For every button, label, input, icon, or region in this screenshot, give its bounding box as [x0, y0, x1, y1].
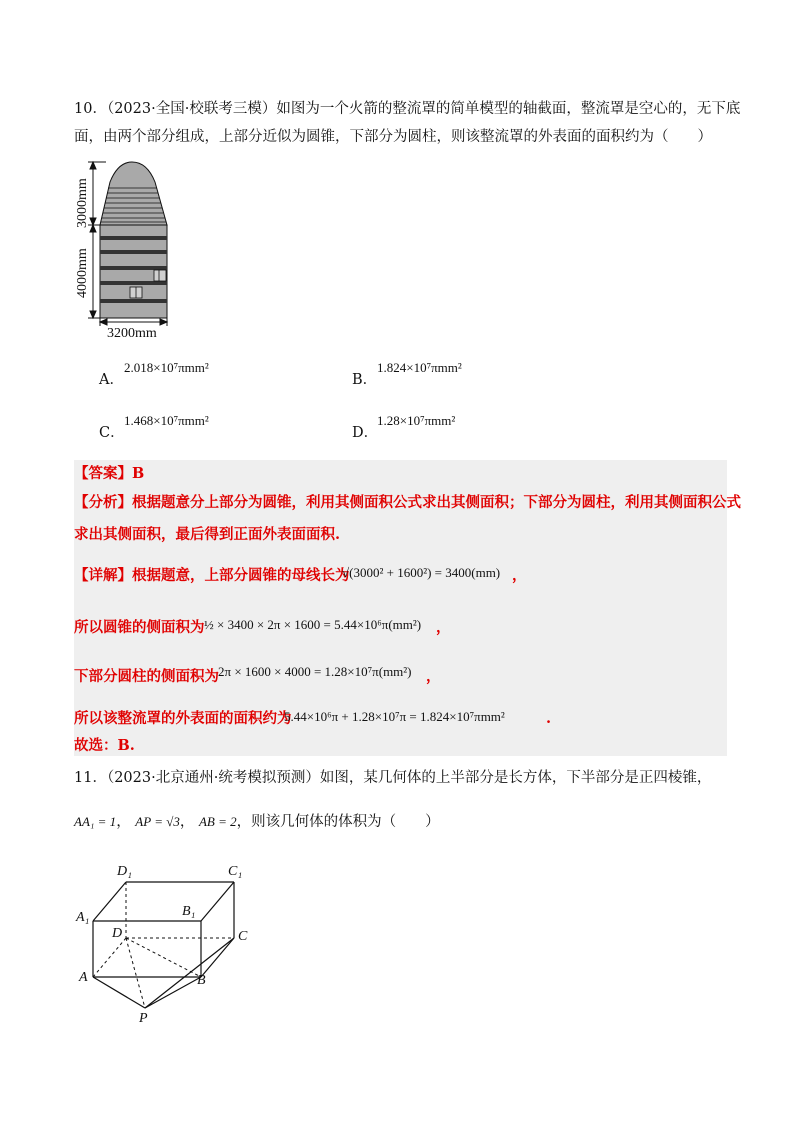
- cond-tail: ，则该几何体的体积为（ ）: [236, 814, 440, 830]
- label-d: D: [112, 926, 123, 941]
- cylinder-suffix: ，: [426, 668, 441, 685]
- option-a-value: 2.018×10⁷πmm²: [124, 360, 209, 375]
- dim-top-label: 3000mm: [75, 178, 90, 228]
- cond-aa1: AA₁ = 1: [74, 814, 117, 829]
- total-prefix: 所以该整流罩的外表面的面积约为: [74, 710, 292, 727]
- cond-sep-1: ，: [116, 814, 131, 830]
- label-b: B: [197, 973, 206, 988]
- label-a: A: [79, 970, 88, 985]
- q10-line2: 面，由两个部分组成，上部分近似为圆锥，下部分为圆柱，则该整流罩的外表面的面积约为（ ）: [74, 129, 712, 145]
- dim-bottom-label: 4000mm: [75, 248, 90, 298]
- option-d-value: 1.28×10⁷πmm²: [377, 413, 456, 428]
- option-b-value: 1.824×10⁷πmm²: [377, 360, 462, 375]
- label-b1: B₁: [182, 904, 196, 919]
- fairing-cylinder: [100, 225, 167, 318]
- label-a1: A₁: [76, 910, 90, 925]
- option-c-value: 1.468×10⁷πmm²: [124, 413, 209, 428]
- cond-sep-2: ，: [179, 814, 195, 830]
- option-b[interactable]: [352, 370, 377, 390]
- cond-ap: AP = √3: [135, 814, 180, 829]
- label-c: C: [238, 929, 248, 944]
- option-d-label: D．: [352, 425, 379, 441]
- cond-ab: AB = 2: [198, 814, 237, 829]
- option-b-label: B．: [352, 372, 378, 388]
- fairing-cone: [100, 162, 167, 225]
- detail-expr: √(3000² + 1600²) = 3400(mm): [342, 565, 501, 580]
- cuboid-pyramid-figure: [70, 860, 270, 1030]
- option-c-label: C．: [99, 425, 125, 441]
- detail-suffix: ，: [512, 567, 527, 584]
- cone-suffix: ，: [436, 619, 451, 636]
- detail-prefix: 【详解】根据题意，上部分圆锥的母线长为: [74, 567, 350, 584]
- option-a[interactable]: [99, 370, 124, 390]
- answer-line: 【答案】B: [74, 465, 145, 482]
- option-a-label: A．: [99, 372, 124, 388]
- total-expr: 5.44×10⁶π + 1.28×10⁷π = 1.824×10⁷πmm²: [284, 709, 505, 724]
- label-d1: D₁: [117, 864, 132, 879]
- analysis-line1: 【分析】根据题意分上部分为圆锥，利用其侧面积公式求出其侧面积；下部分为圆柱，利用其侧面积公式: [74, 494, 741, 511]
- choice-line: 故选：B.: [74, 737, 135, 754]
- cylinder-expr: 2π × 1600 × 4000 = 1.28×10⁷π(mm²): [218, 664, 412, 679]
- dim-width-label: 3200mm: [107, 326, 157, 341]
- q11-conditions: [74, 812, 440, 832]
- cone-expr: ½ × 3400 × 2π × 1600 = 5.44×10⁶π(mm²): [204, 617, 422, 632]
- q11-line1: 11．（2023·北京通州·统考模拟预测）如图，某几何体的上半部分是长方体，下半部分是正四棱锥，: [74, 770, 712, 786]
- label-c1: C₁: [228, 864, 243, 879]
- label-p: P: [139, 1011, 148, 1026]
- cylinder-prefix: 下部分圆柱的侧面积为: [74, 668, 219, 685]
- option-d[interactable]: [352, 423, 378, 443]
- option-c[interactable]: [99, 423, 125, 443]
- analysis-line2: 求出其侧面积，最后得到正面外表面面积.: [74, 526, 341, 543]
- total-suffix: .: [546, 710, 552, 727]
- q10-line1: 10．（2023·全国·校联考三模）如图为一个火箭的整流罩的简单模型的轴截面，整流罩是空心的，无下底: [74, 101, 741, 117]
- cone-prefix: 所以圆锥的侧面积为: [74, 619, 205, 636]
